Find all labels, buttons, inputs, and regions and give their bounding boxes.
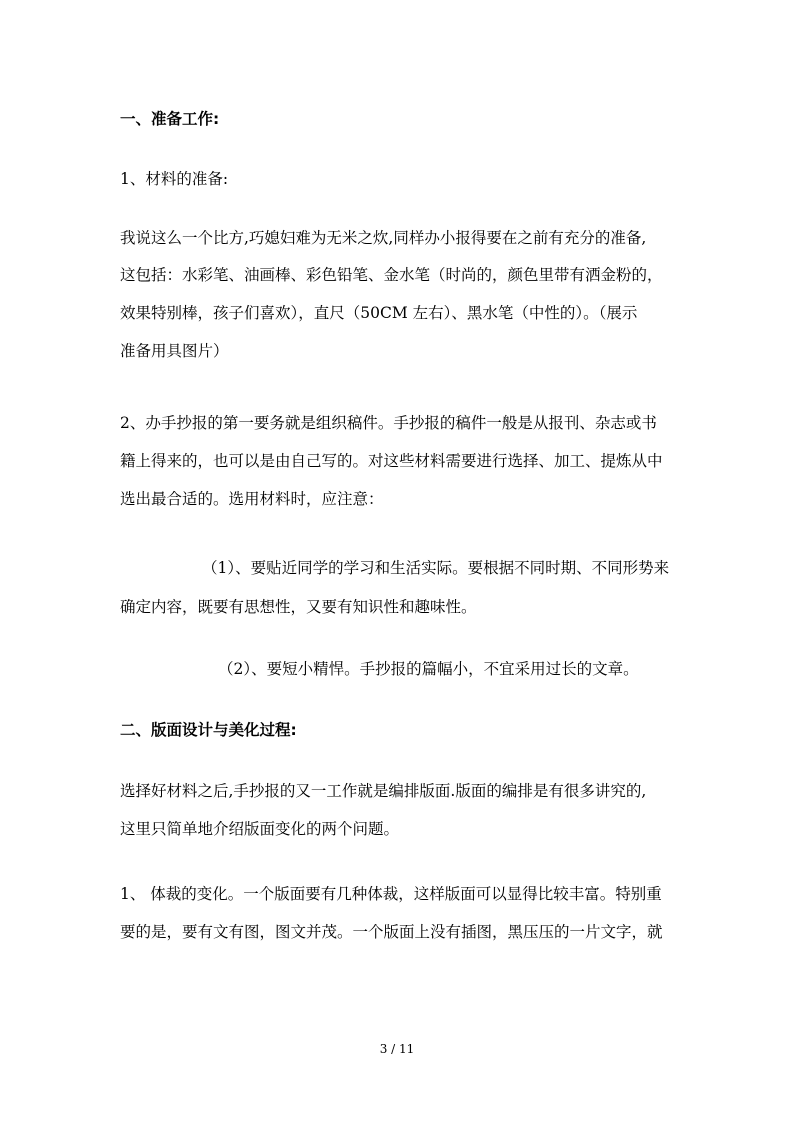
paragraph-line: 这包括：水彩笔、油画棒、彩色铅笔、金水笔（时尚的，颜色里带有洒金粉的， [120,266,663,284]
paragraph-line: 效果特别棒，孩子们喜欢），直尺（50CM 左右）、黑水笔（中性的）。（展示 [120,304,638,322]
paragraph-line: 籍上得来的，也可以是由自己写的。对这些材料需要进行选择、加工、提炼从中 [120,452,663,470]
section-2-heading: 二、版面设计与美化过程: [120,721,297,739]
paragraph-line: 要的是，要有文有图，图文并茂。一个版面上没有插图，黑压压的一片文字，就 [120,923,663,941]
page-number: 3 / 11 [379,1042,415,1056]
paragraph-line: 选择好材料之后,手抄报的又一工作就是编排版面.版面的编排是有很多讲究的, [120,782,647,800]
section-1-heading: 一、准备工作: [120,110,220,128]
paragraph-line: 选出最合适的。选用材料时，应注意： [120,490,384,508]
paragraph-line: 2、办手抄报的第一要务就是组织稿件。手抄报的稿件一般是从报刊、杂志或书 [120,414,657,432]
point-1-line: （1）、要贴近同学的学习和生活实际。要根据不同时期、不同形势来 [202,559,670,577]
paragraph-line: 准备用具图片） [120,342,229,360]
point-1-line: 确定内容，既要有思想性，又要有知识性和趣味性。 [120,598,477,616]
paragraph-line: 1、 体裁的变化。一个版面要有几种体裁，这样版面可以显得比较丰富。特别重 [120,885,662,903]
paragraph-line: 我说这么一个比方,巧媳妇难为无米之炊,同样办小报得要在之前有充分的准备, [120,229,647,247]
point-2-line: （2）、要短小精悍。手抄报的篇幅小，不宜采用过长的文章。 [218,660,639,678]
material-prep-title: 1、材料的准备: [120,170,229,188]
paragraph-line: 这里只简单地介绍版面变化的两个问题。 [120,820,400,838]
